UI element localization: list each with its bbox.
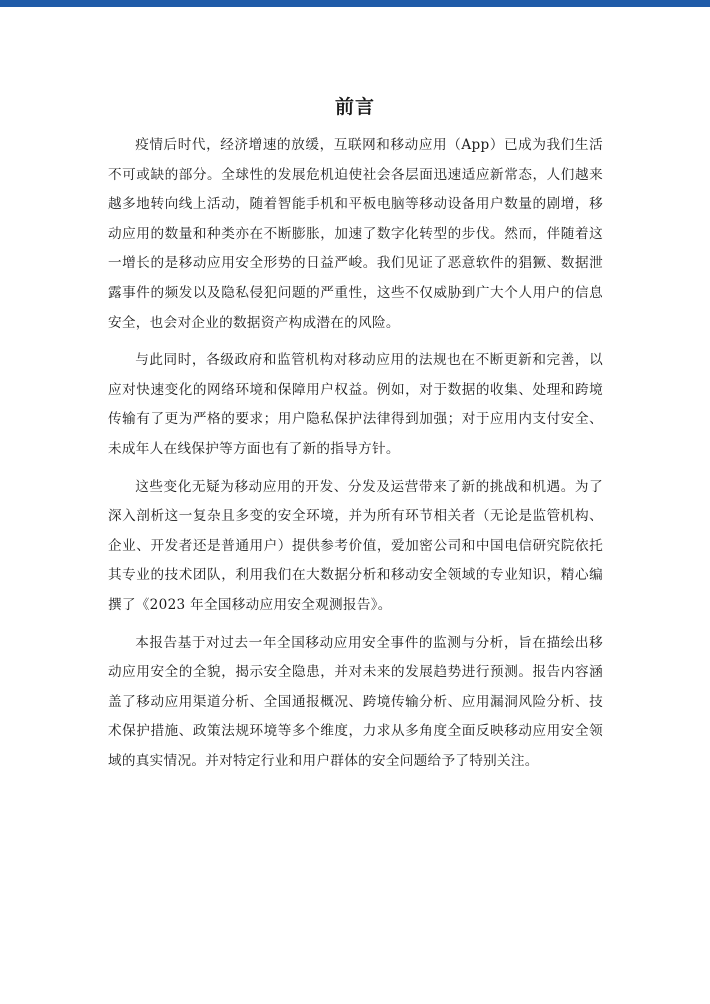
page-title: 前言 [334, 96, 375, 118]
document-body [108, 131, 603, 784]
paragraph-2: 与此同时，各级政府和监管机构对移动应用的法规也在不断更新和完善，以应对快速变化的网络环境和保障用户权益。例如，对于数据的收集、处理和跨境传输有了更为严格的要求；用户隐私保护法律得到加强；对于应用内支付安全、未成年人在线保护等方面也有了新的指导方针。 [108, 352, 603, 457]
paragraph-3: 这些变化无疑为移动应用的开发、分发及运营带来了新的挑战和机遇。为了深入剖析这一复杂且多变的安全环境，并为所有环节相关者（无论是监管机构、企业、开发者还是普通用户）提供参考价值，爱加密公司和中国电信研究院依托其专业的技术团队，利用我们在大数据分析和移动安全领域的专业知识，精心编撰了《2023 年全国移动应用安全观测报告》。 [108, 478, 603, 613]
paragraph-4: 本报告基于对过去一年全国移动应用安全事件的监测与分析，旨在描绘出移动应用安全的全貌，揭示安全隐患，并对未来的发展趋势进行预测。报告内容涵盖了移动应用渠道分析、全国通报概况、跨境传输分析、应用漏洞风险分析、技术保护措施、政策法规环境等多个维度，力求从多角度全面反映移动应用安全领域的真实情况。并对特定行业和用户群体的安全问题给予了特别关注。 [108, 634, 603, 769]
paragraph-1: 疫情后时代，经济增速的放缓，互联网和移动应用（App）已成为我们生活不可或缺的部分。全球性的发展危机迫使社会各层面迅速适应新常态，人们越来越多地转向线上活动，随着智能手机和平板电脑等移动设备用户数量的剧增，移动应用的数量和种类亦在不断膨胀，加速了数字化转型的步伐。然而，伴随着这一增长的是移动应用安全形势的日益严峻。我们见证了恶意软件的猖獗、数据泄露事件的频发以及隐私侵犯问题的严重性，这些不仅威胁到广大个人用户的信息安全，也会对企业的数据资产构成潜在的风险。 [108, 137, 603, 331]
header-accent-bar [0, 0, 710, 7]
